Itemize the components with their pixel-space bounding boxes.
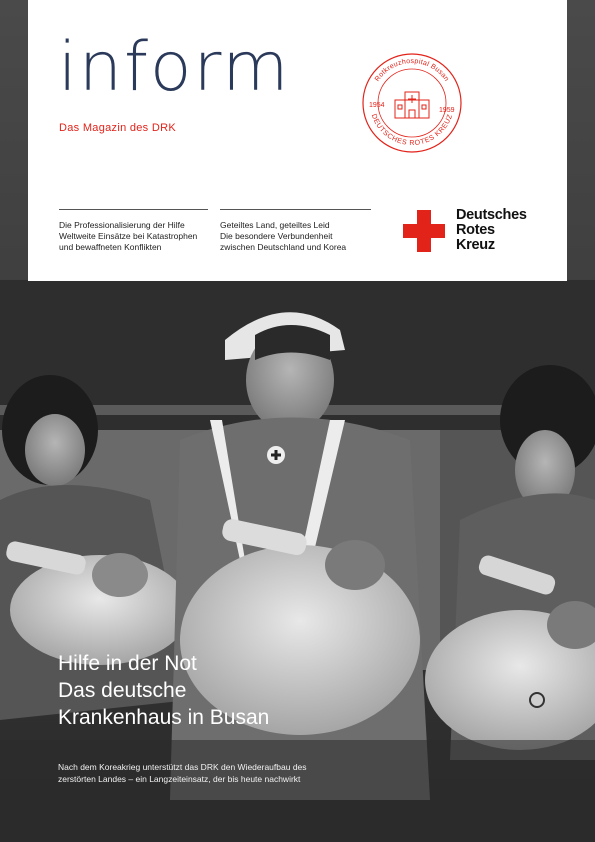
- hospital-icon: [395, 92, 429, 118]
- seal-top-text: Rotkreuzhospital Busan: [373, 57, 451, 83]
- cover-headline: [58, 650, 269, 731]
- drk-word-2: Rotes: [456, 222, 495, 238]
- cover-teaser-line-2: zerstörten Landes – ein Langzeiteinsatz, der bis heute nachwirkt: [58, 773, 301, 784]
- headline-line-1: Hilfe in der Not: [58, 652, 197, 675]
- teaser-block-1: [59, 220, 197, 253]
- drk-word-1: Deutsches: [456, 207, 527, 223]
- teaser-1-line-3: und bewaffneten Konflikten: [59, 242, 162, 252]
- cover-teaser: [58, 762, 307, 785]
- teaser-block-2: [220, 220, 346, 253]
- masthead-panel: [28, 0, 567, 281]
- teaser-rule-2: [220, 209, 371, 210]
- teaser-2-line-2: Die besondere Verbundenheit: [220, 231, 333, 241]
- teaser-1-line-2: Weltweite Einsätze bei Katastrophen: [59, 231, 198, 241]
- teaser-1-line-1: Die Professionalisierung der Hilfe: [59, 220, 185, 230]
- seal-bottom-text: DEUTSCHES ROTES KREUZ: [369, 113, 455, 148]
- magazine-title: inform: [58, 28, 291, 107]
- drk-wordmark: [456, 208, 527, 253]
- cover-teaser-line-1: Nach dem Koreakrieg unterstützt das DRK den Wiederaufbau des: [58, 762, 307, 772]
- drk-logo: [403, 208, 553, 254]
- seal-year-end: 1959: [439, 107, 455, 114]
- headline-line-3: Krankenhaus in Busan: [58, 706, 270, 729]
- drk-word-3: Kreuz: [456, 237, 495, 253]
- busan-hospital-seal: [361, 52, 463, 154]
- seal-year-start: 1954: [369, 102, 385, 109]
- teaser-2-line-1: Geteiltes Land, geteiltes Leid: [220, 220, 330, 230]
- red-cross-icon: [403, 210, 445, 252]
- teaser-rule-1: [59, 209, 208, 210]
- headline-line-2: Das deutsche: [58, 679, 187, 702]
- teaser-2-line-3: zwischen Deutschland und Korea: [220, 242, 347, 252]
- magazine-subtitle: Das Magazin des DRK: [59, 122, 176, 134]
